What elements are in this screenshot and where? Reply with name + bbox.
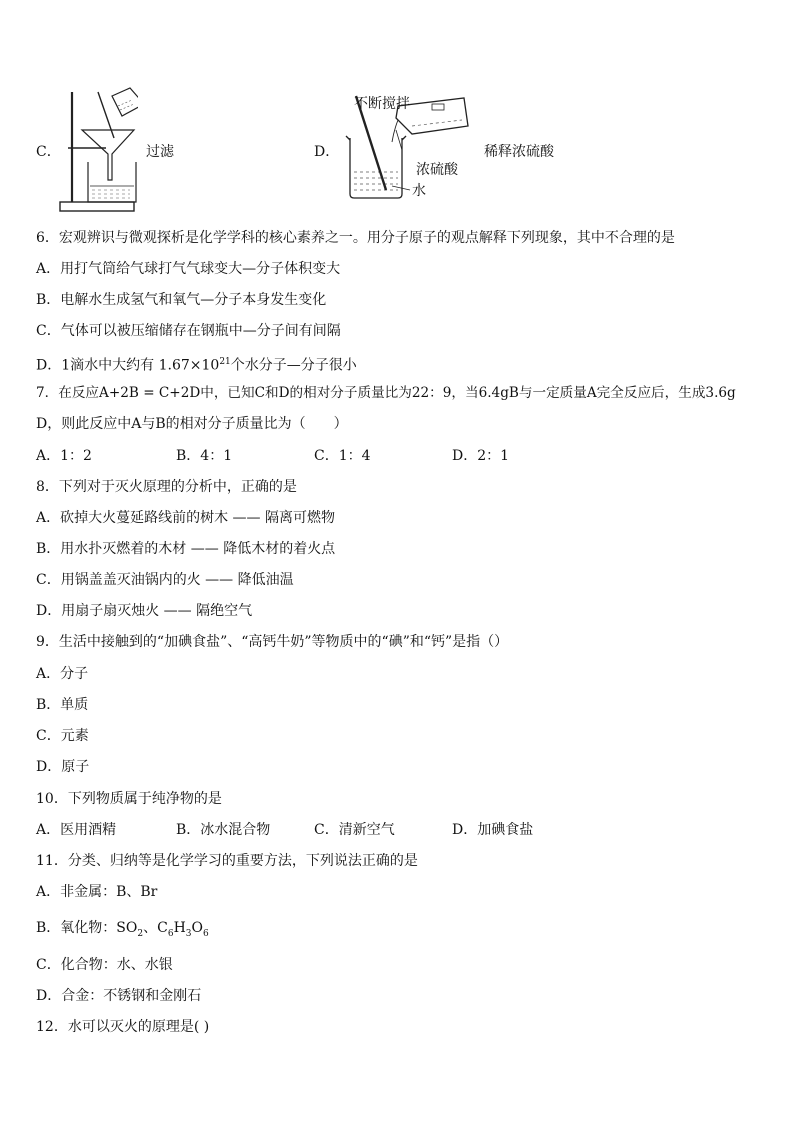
q6-stem: 6．宏观辨识与微观探析是化学学科的核心素养之一。用分子原子的观点解释下列现象，其中不合理的是 — [36, 230, 675, 246]
figure-row — [36, 86, 776, 216]
label-sulfuric-acid: 浓硫酸 — [416, 162, 458, 178]
q8-option-c: C．用锅盖盖灭油锅内的火 —— 降低油温 — [36, 572, 294, 588]
q11-option-d: D．合金：不锈钢和金刚石 — [36, 988, 202, 1004]
q11-b-s: S — [116, 920, 126, 936]
q11-b-o2: O — [191, 920, 203, 936]
q7-option-a: A．1：2 — [36, 448, 92, 464]
q11-b-sub6b: 6 — [203, 928, 209, 939]
q7-stem-line2: D，则此反应中A与B的相对分子质量比为（ ） — [36, 416, 348, 432]
q11-option-c: C．化合物：水、水银 — [36, 957, 173, 973]
q11-stem: 11．分类、归纳等是化学学习的重要方法，下列说法正确的是 — [36, 853, 418, 869]
label-stir: 不断搅拌 — [354, 96, 410, 112]
q11-option-b — [36, 918, 209, 944]
q12-stem: 12．水可以灭火的原理是( ) — [36, 1019, 210, 1035]
q7-option-b: B．4：1 — [176, 448, 233, 464]
q11-b-sub3: 3 — [185, 928, 192, 939]
q10-option-a: A．医用酒精 — [36, 822, 117, 838]
q10-stem: 10．下列物质属于纯净物的是 — [36, 791, 222, 807]
q8-option-b: B．用水扑灭燃着的木材 —— 降低木材的着火点 — [36, 541, 336, 557]
filtration-apparatus-diagram — [58, 86, 138, 214]
q10-option-b: B．冰水混合物 — [176, 822, 271, 838]
q11-b-h: H — [173, 920, 186, 936]
q9-option-c: C．元素 — [36, 728, 89, 744]
q11-b-o: O — [125, 920, 138, 936]
q6-d-text: D．1滴水中大约有 1.67×10 — [36, 357, 220, 374]
q11-option-a: A．非金属：B、Br — [36, 884, 158, 900]
q11-b-sub6a: 6 — [167, 928, 174, 939]
q7-stem-line1: 7．在反应A+2B = C+2D中，已知C和D的相对分子质量比为22：9，当6.4gB与一定质量A完全反应后，生成3.6g — [36, 385, 736, 401]
q9-stem: 9．生活中接触到的“加碘食盐”、“高钙牛奶”等物质中的“碘”和“钙”是指（） — [36, 634, 509, 650]
label-water: 水 — [412, 183, 426, 199]
q6-option-a: A．用打气筒给气球打气气球变大—分子体积变大 — [36, 261, 341, 277]
q6-option-b: B．电解水生成氢气和氧气—分子本身发生变化 — [36, 292, 327, 308]
q9-option-d: D．原子 — [36, 759, 90, 775]
option-c-caption: 过滤 — [146, 144, 174, 160]
q6-option-d — [36, 352, 357, 376]
q10-option-d: D．加碘食盐 — [452, 822, 534, 838]
option-d-caption: 稀释浓硫酸 — [484, 144, 554, 160]
q8-stem: 8．下列对于灭火原理的分析中，正确的是 — [36, 479, 297, 495]
q11-b-c: C — [157, 920, 168, 936]
q6-d-text-tail: 个水分子—分子很小 — [230, 357, 357, 374]
q11-b-label: B．氧化物： — [36, 920, 117, 936]
q10-option-c: C．清新空气 — [314, 822, 395, 838]
q9-option-b: B．单质 — [36, 697, 89, 713]
option-d-letter: D． — [314, 144, 340, 160]
option-c-letter: C． — [36, 144, 61, 160]
q11-b-sep: 、 — [143, 920, 158, 936]
q7-option-c: C．1：4 — [314, 448, 371, 464]
q11-b-sub2: 2 — [137, 928, 144, 939]
q8-option-a: A．砍掉大火蔓延路线前的树木 —— 隔离可燃物 — [36, 510, 336, 526]
q8-option-d: D．用扇子扇灭烛火 —— 隔绝空气 — [36, 603, 253, 619]
q6-d-exponent: 21 — [219, 357, 231, 367]
q6-option-c: C．气体可以被压缩储存在钢瓶中—分子间有间隔 — [36, 323, 341, 339]
q9-option-a: A．分子 — [36, 666, 89, 682]
q7-option-d: D．2：1 — [452, 448, 510, 464]
